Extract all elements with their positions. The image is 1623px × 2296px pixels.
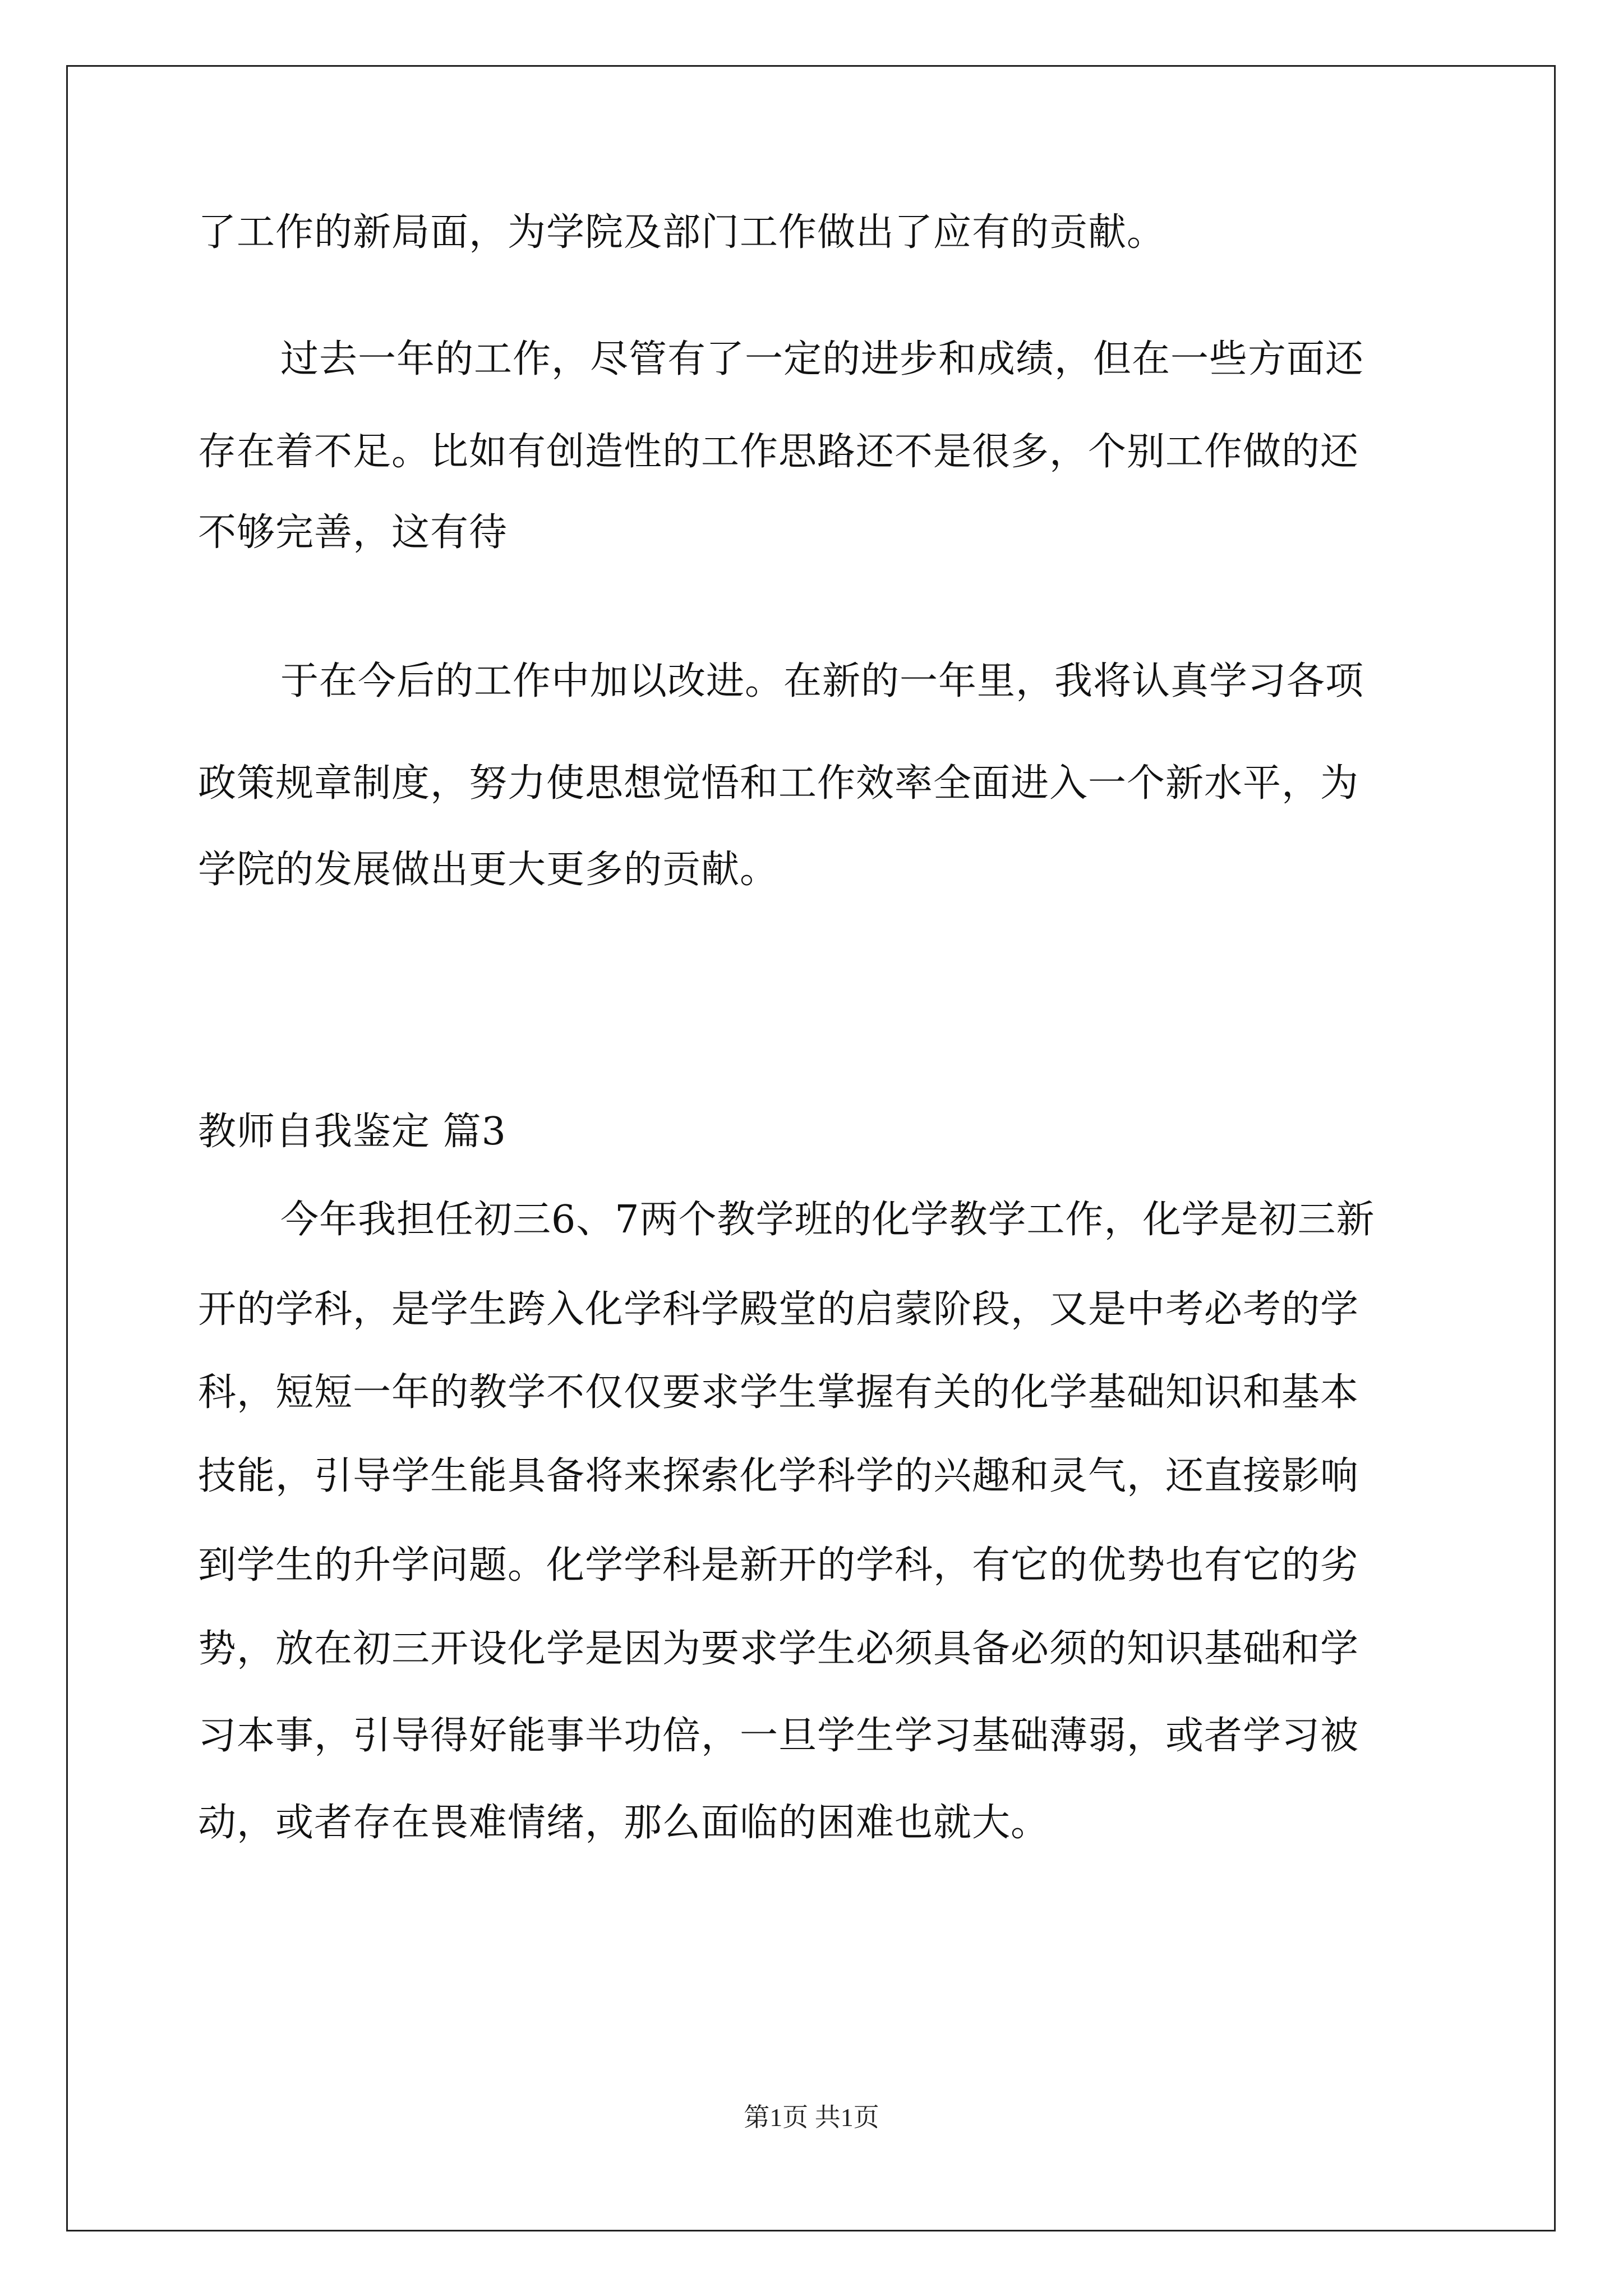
text-line: 学院的发展做出更大更多的贡献。 (198, 848, 779, 892)
text-line: 不够完善，这有待 (198, 510, 508, 555)
text-line: 势，放在初三开设化学是因为要求学生必须具备必须的知识基础和学 (198, 1627, 1359, 1671)
text-line: 存在着不足。比如有创造性的工作思路还不是很多，个别工作做的还 (198, 430, 1359, 474)
text-line: 科，短短一年的教学不仅仅要求学生掌握有关的化学基础知识和基本 (198, 1370, 1359, 1415)
text-line: 政策规章制度，努力使思想觉悟和工作效率全面进入一个新水平，为 (198, 761, 1359, 806)
text-line: 于在今后的工作中加以改进。在新的一年里，我将认真学习各项 (280, 659, 1364, 703)
text-line: 今年我担任初三6、7两个教学班的化学教学工作，化学是初三新 (280, 1198, 1375, 1242)
text-line: 开的学科，是学生跨入化学科学殿堂的启蒙阶段，又是中考必考的学 (198, 1287, 1359, 1332)
text-line: 过去一年的工作，尽管有了一定的进步和成绩，但在一些方面还 (280, 337, 1364, 381)
section-heading: 教师自我鉴定 篇3 (198, 1110, 506, 1154)
text-line: 动，或者存在畏难情绪，那么面临的困难也就大。 (198, 1801, 1050, 1845)
text-line: 了工作的新局面，为学院及部门工作做出了应有的贡献。 (198, 210, 1166, 255)
text-line: 到学生的升学问题。化学学科是新开的学科，有它的优势也有它的劣 (198, 1543, 1359, 1588)
text-line: 技能，引导学生能具备将来探索化学科学的兴趣和灵气，还直接影响 (198, 1454, 1359, 1498)
page-footer: 第1页 共1页 (744, 2103, 879, 2132)
text-line: 习本事，引导得好能事半功倍，一旦学生学习基础薄弱，或者学习被 (198, 1714, 1359, 1758)
